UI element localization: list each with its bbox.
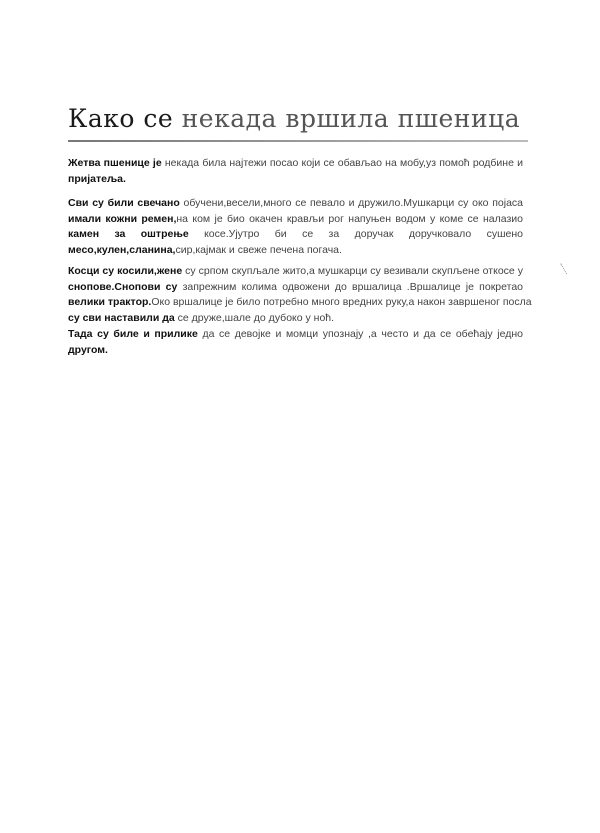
bold-text: Тада су биле и прилике — [68, 328, 198, 340]
bold-text: Сви су били свечано — [68, 197, 180, 209]
bold-text: снопове.Снопови су — [68, 280, 178, 293]
body-text: су српом скупљале жито,а мушкарци су везивали скупљене откосе у — [182, 265, 523, 277]
paragraph — [68, 196, 523, 258]
text-line — [68, 156, 523, 172]
text-line — [68, 311, 523, 327]
text-line — [68, 212, 523, 228]
title-underline — [68, 140, 528, 142]
bold-text: су сви наставили да — [68, 311, 175, 324]
bold-text: другом. — [68, 343, 108, 356]
bold-text: имали кожни ремен, — [68, 212, 177, 225]
body-text: се друже,шале до дубоко у ноћ. — [174, 311, 335, 324]
text-line — [68, 243, 523, 259]
bold-text: Жетва пшенице је — [68, 157, 162, 169]
bold-text: месо,кулен,сланина, — [68, 243, 176, 256]
body-text: сир,кајмак и свеже печена погача. — [175, 243, 342, 256]
body-text: да се девојке и момци упознају ,а често и да се обећају једно — [197, 328, 523, 340]
paragraph — [68, 264, 532, 326]
body-text: косе.Ујутро би се за доручак доручковало сушено — [188, 228, 523, 240]
text-line — [68, 264, 523, 280]
bold-text: пријатеља. — [68, 172, 126, 185]
body-text: на ком је био окачен крављи рог напуњен водом у коме се налазио — [176, 212, 523, 225]
scan-speck — [560, 262, 569, 274]
body-text: некада била најтежи посао који се обављао на мобу,уз помоћ родбине и — [161, 157, 523, 169]
text-line — [68, 196, 523, 212]
text-line — [68, 172, 523, 188]
paragraph — [68, 156, 523, 187]
bold-text: Косци су косили,жене — [68, 265, 183, 277]
text-line — [68, 343, 523, 359]
page-title — [68, 104, 520, 133]
title-lead: Како се — [68, 104, 174, 133]
text-line — [68, 295, 532, 311]
title-rest: некада вршила пшеница — [181, 104, 521, 133]
text-line — [68, 227, 523, 243]
paragraph — [68, 327, 523, 358]
body-text: Око вршалице је било потребно много вредних руку,а након завршеног посла — [151, 296, 532, 308]
text-line — [68, 327, 523, 343]
body-text: обучени,весели,много се певало и дружило.Мушкарци су око појаса — [179, 197, 523, 209]
text-line — [68, 280, 523, 296]
bold-text: камен за оштрење — [68, 228, 189, 240]
bold-text: велики трактор. — [68, 296, 152, 308]
body-text: запрежним колима одвожени до вршалица .Вршалице је покретао — [177, 280, 523, 293]
